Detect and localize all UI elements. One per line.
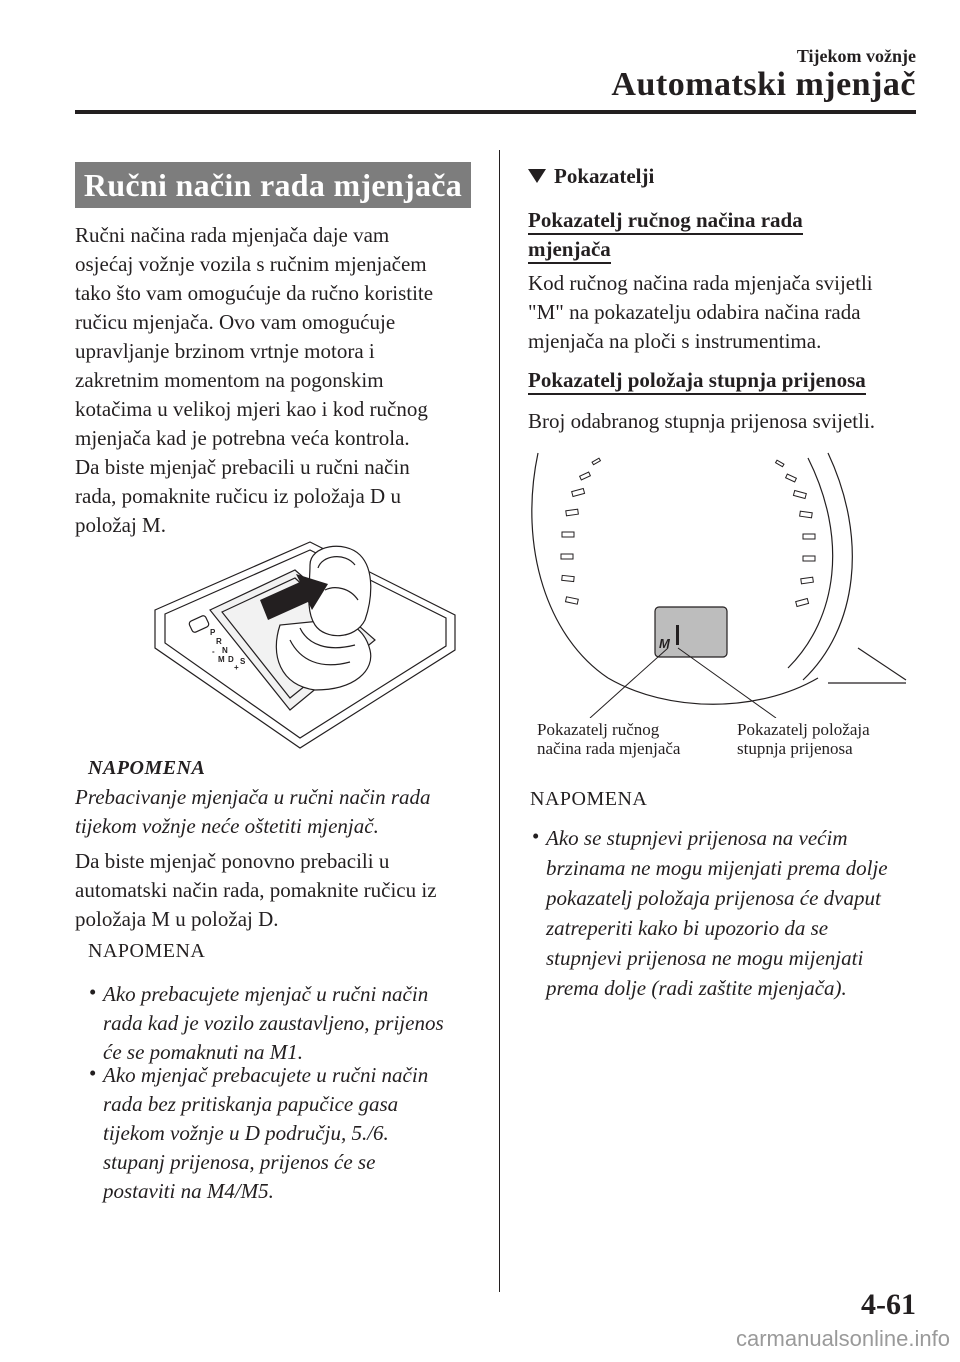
- gear-position-indicator-heading: Pokazatelj položaja stupnja prijenosa: [528, 366, 866, 395]
- instrument-cluster-illustration: [528, 448, 908, 718]
- section-title: Ručni način rada mjenjača: [75, 162, 471, 208]
- indicators-heading: Pokazatelji: [528, 164, 654, 189]
- watermark: carmanualsonline.info: [735, 1326, 950, 1351]
- caption-gear-position-indicator: Pokazatelj položaja stupnja prijenosa: [737, 720, 870, 758]
- caption-manual-mode-indicator: Pokazatelj ručnog načina rada mjenjača: [537, 720, 681, 758]
- note1-text: Prebacivanje mjenjača u ručni način rada tijekom vožnje neće oštetiti mjenjač.: [75, 785, 431, 838]
- manual-mode-m-indicator: M: [659, 636, 670, 651]
- shifter-label-d: D: [228, 655, 234, 664]
- manual-mode-indicator-heading: Pokazatelj ručnog načina rada mjenjača: [528, 206, 803, 264]
- shifter-label-minus: -: [212, 647, 215, 656]
- page-number: 4-61: [861, 1288, 916, 1321]
- header-rule: [75, 110, 916, 114]
- note2-title: NAPOMENA: [88, 940, 206, 962]
- right-note-bullet: • Ako se stupnjevi prijenosa na većim brzinama ne mogu mijenjati prema dolje pokazatelj položaja prijenosa će dvaput zatreperiti kako bi upozorio da se stupnjevi prijenosa ne mogu mijenjati prema dolje (radi zaštite mjenjača).: [546, 823, 936, 1003]
- note2-bullet-2: • Ako mjenjač prebacujete u ručni način rada bez pritiskanja papučice gasa tijekom vožnje u D području, 5./6. stupanj prijenosa, prijenos će se postaviti na M4/M5.: [89, 1061, 429, 1203]
- intro-paragraph: Ručni načina rada mjenjača daje vam osjećaj vožnje vozila s ručnim mjenjačem tako što vam omogućuje da ručno koristite ručicu mjenjača. Ovo vam omogućuje upravljanje brzinom vrtnje motora i zakretnim momentom na pogonskim kotačima u velikoj mjeri kao i kod ručnog mjenjača kad je potrebna veća kontrola. Da biste mjenjač prebacili u ručni način rada, pomaknite ručicu iz položaja D u položaj M.: [75, 223, 434, 537]
- shifter-label-plus: +: [234, 663, 239, 672]
- column-divider: [499, 150, 500, 1292]
- shifter-label-p: P: [210, 628, 216, 637]
- bullet-icon: •: [89, 1061, 97, 1085]
- gear-position-indicator-text: Broj odabranog stupnja prijenosa svijetli.: [528, 409, 876, 433]
- running-header-section: Tijekom vožnje: [796, 46, 916, 66]
- manual-mode-indicator-text: Kod ručnog načina rada mjenjača svijetli "M" na pokazatelju odabira načina rada mjenjača na ploči s instrumentima.: [528, 271, 873, 353]
- bullet-icon: •: [89, 980, 97, 1004]
- running-header-chapter: Automatski mjenjač: [611, 66, 916, 103]
- note2-bullet-1: • Ako prebacujete mjenjač u ručni način rada kad je vozilo zaustavljeno, prijenos će se pomaknuti na M1.: [89, 980, 444, 1064]
- right-note-title: NAPOMENA: [530, 788, 648, 810]
- shifter-label-m: M: [218, 655, 225, 664]
- triangle-marker-icon: [528, 169, 546, 183]
- bullet-icon: •: [532, 824, 540, 848]
- paragraph-return-to-auto: Da biste mjenjač ponovno prebacili u automatski način rada, pomaknite ručicu iz položaja M u položaj D.: [75, 849, 437, 931]
- shifter-label-r: R: [216, 637, 222, 646]
- shifter-label-n: N: [222, 646, 228, 655]
- gear-shifter-illustration: [150, 530, 460, 750]
- note1-title: NAPOMENA: [88, 757, 206, 779]
- shifter-label-s: S: [240, 657, 246, 666]
